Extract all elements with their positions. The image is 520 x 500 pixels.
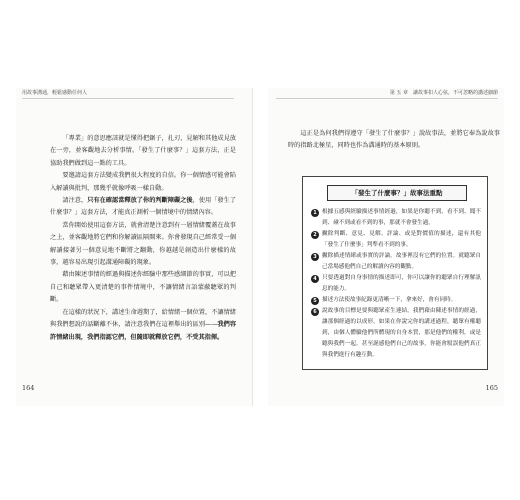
key-point-text: 說故事的目標是要與聽眾產生連結。我們藉由陳述事情的經過，讓那個經過的以成形，如果在你說完你的講述過程，聽眾有權聽到，由個人體驗他們所體現的自身本質，那是他們的權利，或是聽與我們一起。甚至誕感他們自己的故事，你能會駁誤他們真正與我們進行有趣互動。 <box>322 308 481 358</box>
bold-text: 只有在確認當釋放了你的判斷障礙之後 <box>87 197 193 205</box>
right-header-rule <box>276 98 498 99</box>
left-body-text <box>50 133 236 344</box>
key-point-item <box>311 229 481 251</box>
bold-text: 我們容許情緒出現，我們指認它們，但隨即就釋放它們，不受其指揮。 <box>50 321 237 341</box>
right-intro-paragraph <box>288 128 500 153</box>
text-span: 藉由陳述事情的經過與描述你經驗中那些感細節的事實，可以把自己和聽眾帶入更清楚的事件情境中，不讓情緒言語蒙蔽聽眾的判斷。 <box>50 271 236 304</box>
text-span: 當你開始使用這套方法，就會清楚注意到有一層情緒覆蓋在故事之上，並客觀地將它們和你解讀區隔開來。你會發現自己經常受一個解讀接著另一個意見地不斷將之翻動，你越越是創造出什麼樣的故事，越容易出現引起溝通障礙的現象。 <box>50 221 236 267</box>
key-points-list <box>311 207 481 361</box>
right-page-number: 165 <box>485 384 498 392</box>
number-circle-icon: 1 <box>311 209 319 217</box>
key-point-text: 根據五感與經驗描述事情經過，如果是你聽不到、看不到、聞不到、碰不到或看不到的事，那就不會發生過。 <box>322 209 481 226</box>
left-page-number: 164 <box>22 384 35 392</box>
number-circle-icon: 6 <box>311 308 319 316</box>
text-span: 要邀請這套方法變成我們很大程度的自信。你一個情感可能會陷入解讀與批判，那幾乎就像呼吸一樣自動。 <box>50 172 236 192</box>
number-circle-icon: 3 <box>311 253 319 261</box>
key-point-text: 描述方法使故事紀錄更清晰一下，拿來好，會有同時。 <box>322 297 457 303</box>
left-running-head: 用故事溝通，輕鬆感動任何人 <box>22 90 88 96</box>
key-point-item <box>311 306 481 361</box>
key-points-box <box>302 176 488 370</box>
left-header-rule <box>22 98 234 99</box>
right-running-head: 第 五 章 讓故事扣人心弦，不可忽略的講述細節 <box>389 90 498 96</box>
number-circle-icon: 4 <box>311 275 319 283</box>
text-span: ，使用「發生了什麼事？」這套方法，才能真正測析一個情境中的情緒內容。 <box>50 197 237 217</box>
key-point-item <box>311 295 481 306</box>
body-paragraph <box>50 269 236 306</box>
body-paragraph <box>50 170 236 195</box>
key-point-item <box>311 207 481 229</box>
key-point-item <box>311 273 481 295</box>
text-span: 「專業」的意思應該就是懂得把鋸子，扎刃，見解和其他成見放在一旁，並客觀地去分析事情。「發生了什麼事？」這套方法，正是協助我們做到這一點的工具。 <box>50 135 236 167</box>
key-points-title: 「發生了什麼事？」故事法重點 <box>327 185 467 201</box>
text-span: 請注意， <box>62 197 88 205</box>
number-circle-icon: 5 <box>311 297 319 305</box>
key-point-text: 撇除描述情緒或事實的評論。故事裡沒有它們的位置。就聽眾自己當場感他們自己的解讀內容的觀點。 <box>322 253 481 270</box>
number-circle-icon: 2 <box>311 231 319 239</box>
text-span: 在這樣的狀況下，講述生命週期了，給情緒一個位置，不讓情緒與我們想說的話斷離不休，請注意我們在這裡舉出的區別—— <box>50 308 236 329</box>
intro-text: 這正是為何我們得遵守「發生了什麼事？」說故事法，並將它奉為說故事時的指路北極星，同時也作為溝通時的基本原則。 <box>288 130 500 150</box>
body-paragraph <box>50 307 236 344</box>
key-point-item <box>311 251 481 273</box>
right-page <box>268 88 504 406</box>
key-point-text: 只要透過對自身事情的描述即可，你可以讓你的聽眾自行理解訊息的能力。 <box>322 275 481 292</box>
key-point-text: 撇除判斷、意見、見解、評論、或是對價值的描述，還有其他「發生了什麼事」判準看不到的事。 <box>322 231 481 248</box>
left-page <box>16 88 253 406</box>
body-paragraph <box>50 133 236 170</box>
body-paragraph <box>50 220 236 270</box>
body-paragraph <box>50 195 236 220</box>
